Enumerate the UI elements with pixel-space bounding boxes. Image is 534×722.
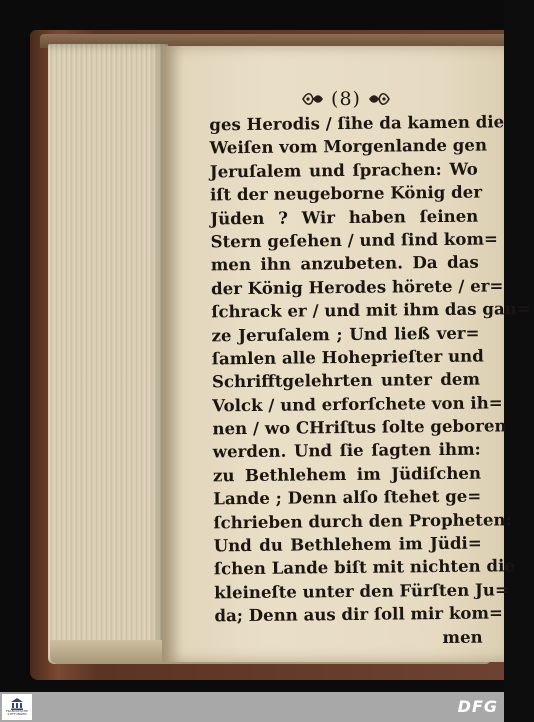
text-line: nen / wo CHriſtus ſolte geboren [212,415,507,439]
text-line: Lande ; Denn alſo ſtehet ge= [213,485,482,509]
building-icon [10,698,24,710]
left-ornament-icon [301,90,325,108]
library-logo-line: FRANCKESCHE [5,708,29,713]
text-line: Stern geſehen / und ſind kom= [210,228,498,252]
text-line: Weiſen vom Morgenlande gen [209,134,488,158]
text-line: werden. Und ſie ſagten ihm: [212,439,481,462]
page-text [209,111,531,652]
text-line: iſt der neugeborne König der [209,181,483,205]
library-logo[interactable] [2,694,32,720]
text-line: da; Denn aus dir ſoll mir kom= [214,602,504,626]
text-line: Jeruſalem und ſprachen: Wo [209,158,478,182]
footer-bar [0,692,504,722]
text-line: ze Jeruſalem ; Und ließ ver= [211,322,480,345]
text-line: der König Herodes hörete / er= [210,275,504,299]
text-line: zu Bethlehem im Jüdiſchen [212,462,482,486]
text-line: ſchrieben durch den Propheten: [213,508,512,533]
page-block-edges [48,44,168,664]
text-line: Jüden ? Wir haben ſeinen [210,205,479,228]
text-line: Und du Bethlehem im Jüdi= [213,532,482,556]
text-line: Volck / und erforſchete von ih= [212,392,503,416]
text-line: Schrifftgelehrten unter dem [211,368,481,392]
text-line: kleineſte unter den Fürſten Ju= [214,579,509,603]
text-line: men ihn anzubeten. Da das [210,251,479,275]
page-header [290,86,402,112]
catchword: men [442,626,483,647]
library-logo-line: STIFTUNGEN [7,712,27,716]
text-line: ſchrack er / und mit ihm das gan= [211,298,531,322]
page-number: (8) [331,88,361,110]
dfg-logo[interactable]: DFG [457,697,498,716]
text-line: ges Herodis / ſihe da kamen die [209,111,505,135]
right-ornament-icon [367,90,391,108]
text-line: ſchen Lande biſt mit nichten die [213,555,516,579]
text-line: ſamlen alle Hoheprieſter und [211,345,484,369]
